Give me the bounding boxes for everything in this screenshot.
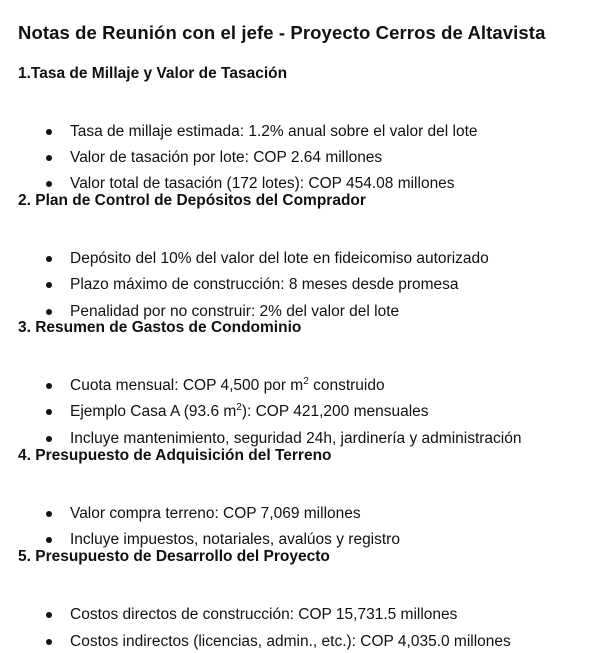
bullet-icon (46, 309, 52, 315)
section-land-acquisition: 4. Presupuesto de Adquisición del Terreno Valor compra terreno: COP 7,069 millones Incluye impuestos, notariales, avalúos y registro (18, 446, 592, 466)
bullet-icon (46, 181, 52, 187)
bullet-icon (46, 383, 52, 389)
bullet-icon (46, 155, 52, 161)
bullet-icon (46, 129, 52, 135)
section-deposit-control: 2. Plan de Control de Depósitos del Comprador Depósito del 10% del valor del lote en fideicomiso autorizado Plazo máximo de construcción: 8 meses desde promesa Penalidad por no construir: 2% del valor del lote (18, 191, 592, 211)
bullet-icon (46, 639, 52, 645)
section-millage-rate: 1.Tasa de Millaje y Valor de Tasación Tasa de millaje estimada: 1.2% anual sobre el valor del lote Valor de tasación por lote: COP 2.64 millones Valor total de tasación (172 lotes): COP 454.08 millones (18, 64, 592, 84)
bullet-icon (46, 409, 52, 415)
bullet-icon (46, 537, 52, 543)
section-heading: 4. Presupuesto de Adquisición del Terreno (18, 447, 332, 464)
section-project-development: 5. Presupuesto de Desarrollo del Proyecto Costos directos de construcción: COP 15,731.5 millones Costos indirectos (licencias, admin., etc.): COP 4,035.0 millones (18, 547, 592, 567)
bullet-icon (46, 511, 52, 517)
section-heading: 5. Presupuesto de Desarrollo del Proyecto (18, 548, 330, 565)
section-heading: 2. Plan de Control de Depósitos del Comprador (18, 192, 366, 209)
section-heading: 3. Resumen de Gastos de Condominio (18, 319, 302, 336)
bullet-icon (46, 282, 52, 288)
document-title: Notas de Reunión con el jefe - Proyecto Cerros de Altavista (18, 22, 546, 43)
bullet-icon (46, 256, 52, 262)
section-condo-expenses: 3. Resumen de Gastos de Condominio Cuota mensual: COP 4,500 por $m^2$ construido Ejemplo Casa A (93.6 $m^2$): COP 421,200 mensuales Incluye mantenimiento, seguridad 24h, jardinería y administración (18, 318, 592, 338)
bullet-icon (46, 612, 52, 618)
section-heading: 1.Tasa de Millaje y Valor de Tasación (18, 65, 288, 82)
bullet-icon (46, 436, 52, 442)
